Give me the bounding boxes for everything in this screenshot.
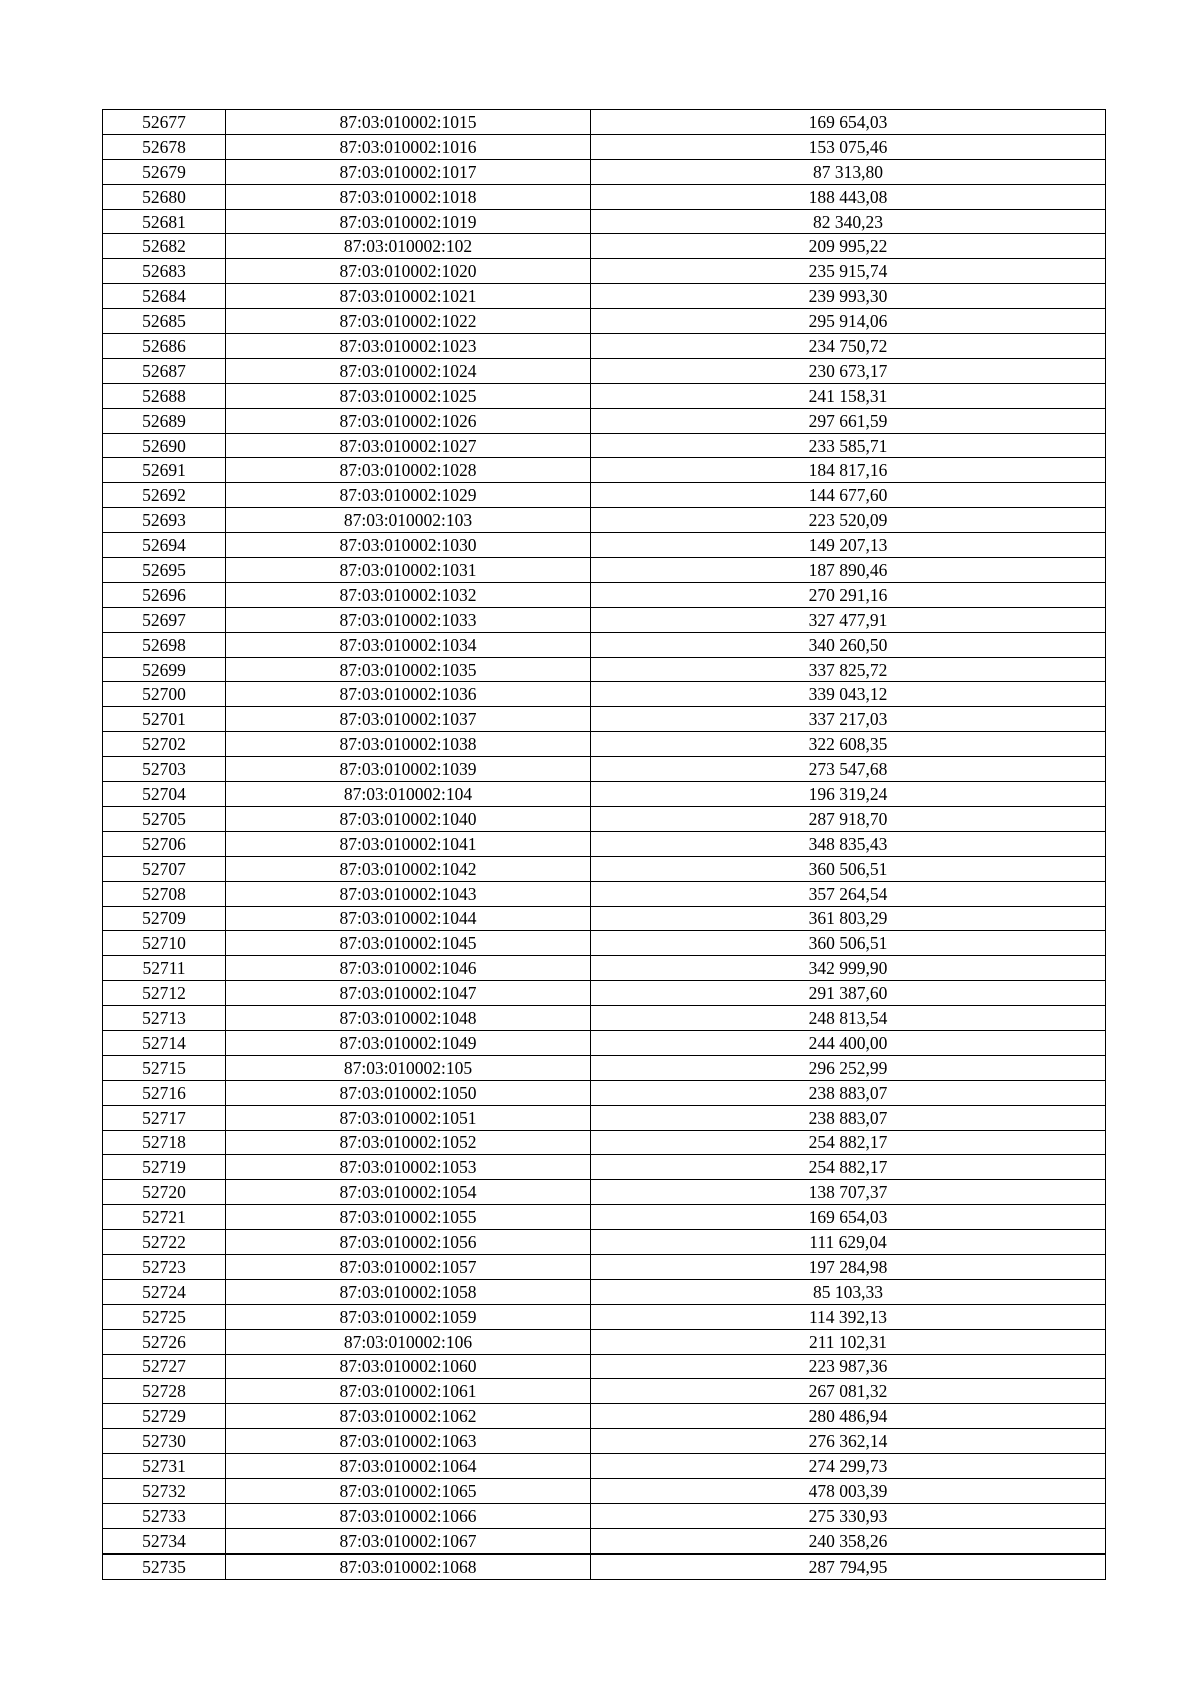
value-cell: 240 358,26 [591,1528,1106,1553]
value-cell: 267 081,32 [591,1379,1106,1404]
cadastral-number-cell: 87:03:010002:1043 [226,881,591,906]
value-cell: 187 890,46 [591,558,1106,583]
table-row [103,1304,1106,1329]
value-cell: 275 330,93 [591,1503,1106,1528]
table-row [103,806,1106,831]
row-number-cell: 52690 [103,433,226,458]
cadastral-number-cell: 87:03:010002:1047 [226,981,591,1006]
value-cell: 270 291,16 [591,582,1106,607]
value-cell: 234 750,72 [591,334,1106,359]
table-row [103,1279,1106,1304]
row-number-cell: 52730 [103,1429,226,1454]
value-cell: 144 677,60 [591,483,1106,508]
cadastral-number-cell: 87:03:010002:1019 [226,209,591,234]
row-number-cell: 52734 [103,1528,226,1553]
value-cell: 223 987,36 [591,1354,1106,1379]
value-cell: 82 340,23 [591,209,1106,234]
cadastral-number-cell: 87:03:010002:1032 [226,582,591,607]
table-row [103,1130,1106,1155]
row-number-cell: 52681 [103,209,226,234]
value-cell: 138 707,37 [591,1180,1106,1205]
table-row [103,383,1106,408]
cadastral-number-cell: 87:03:010002:1034 [226,632,591,657]
cadastral-number-cell: 87:03:010002:103 [226,508,591,533]
table-row [103,657,1106,682]
row-number-cell: 52694 [103,533,226,558]
cadastral-number-cell: 87:03:010002:1060 [226,1354,591,1379]
row-number-cell: 52708 [103,881,226,906]
table-row [103,234,1106,259]
value-cell: 153 075,46 [591,134,1106,159]
value-cell: 273 547,68 [591,757,1106,782]
cadastral-number-cell: 87:03:010002:1053 [226,1155,591,1180]
cadastral-number-cell: 87:03:010002:1063 [226,1429,591,1454]
cadastral-number-cell: 87:03:010002:1051 [226,1105,591,1130]
row-number-cell: 52720 [103,1180,226,1205]
table-row [103,284,1106,309]
row-number-cell: 52687 [103,358,226,383]
value-cell: 149 207,13 [591,533,1106,558]
cadastral-number-cell: 87:03:010002:1021 [226,284,591,309]
value-cell: 238 883,07 [591,1080,1106,1105]
table-row [103,906,1106,931]
row-number-cell: 52701 [103,707,226,732]
cadastral-number-cell: 87:03:010002:1036 [226,682,591,707]
table-row [103,1030,1106,1055]
cadastral-number-cell: 87:03:010002:1033 [226,607,591,632]
row-number-cell: 52719 [103,1155,226,1180]
table-row [103,682,1106,707]
table-row [103,533,1106,558]
value-cell: 296 252,99 [591,1055,1106,1080]
value-cell: 287 794,95 [591,1554,1106,1579]
cadastral-number-cell: 87:03:010002:1064 [226,1454,591,1479]
row-number-cell: 52712 [103,981,226,1006]
table-row [103,134,1106,159]
cadastral-number-cell: 87:03:010002:1058 [226,1279,591,1304]
table-row [103,782,1106,807]
cadastral-number-cell: 87:03:010002:1050 [226,1080,591,1105]
row-number-cell: 52685 [103,309,226,334]
cadastral-number-cell: 87:03:010002:1027 [226,433,591,458]
value-cell: 230 673,17 [591,358,1106,383]
cadastral-number-cell: 87:03:010002:1055 [226,1205,591,1230]
cadastral-number-cell: 87:03:010002:1040 [226,806,591,831]
table-row [103,558,1106,583]
cadastral-number-cell: 87:03:010002:1018 [226,184,591,209]
cadastral-number-cell: 87:03:010002:1048 [226,1006,591,1031]
value-cell: 274 299,73 [591,1454,1106,1479]
value-cell: 114 392,13 [591,1304,1106,1329]
table-row [103,1354,1106,1379]
row-number-cell: 52680 [103,184,226,209]
table-row [103,856,1106,881]
row-number-cell: 52700 [103,682,226,707]
cadastral-number-cell: 87:03:010002:1023 [226,334,591,359]
value-cell: 235 915,74 [591,259,1106,284]
cadastral-number-cell: 87:03:010002:1026 [226,408,591,433]
table-row [103,831,1106,856]
row-number-cell: 52716 [103,1080,226,1105]
row-number-cell: 52688 [103,383,226,408]
table-row [103,607,1106,632]
table-row [103,632,1106,657]
value-cell: 340 260,50 [591,632,1106,657]
cadastral-number-cell: 87:03:010002:1059 [226,1304,591,1329]
table-row [103,1205,1106,1230]
cadastral-number-cell: 87:03:010002:1037 [226,707,591,732]
table-row [103,1155,1106,1180]
table-row [103,358,1106,383]
value-cell: 339 043,12 [591,682,1106,707]
table-row [103,408,1106,433]
value-cell: 337 825,72 [591,657,1106,682]
value-cell: 188 443,08 [591,184,1106,209]
value-cell: 209 995,22 [591,234,1106,259]
cadastral-number-cell: 87:03:010002:104 [226,782,591,807]
row-number-cell: 52714 [103,1030,226,1055]
row-number-cell: 52731 [103,1454,226,1479]
cadastral-number-cell: 87:03:010002:1067 [226,1528,591,1553]
value-cell: 111 629,04 [591,1230,1106,1255]
row-number-cell: 52683 [103,259,226,284]
cadastral-number-cell: 87:03:010002:1030 [226,533,591,558]
row-number-cell: 52691 [103,458,226,483]
value-cell: 295 914,06 [591,309,1106,334]
value-cell: 211 102,31 [591,1329,1106,1354]
row-number-cell: 52735 [103,1554,226,1579]
table-row [103,757,1106,782]
table-row [103,1105,1106,1130]
table-row [103,334,1106,359]
value-cell: 276 362,14 [591,1429,1106,1454]
data-table [102,109,1106,1580]
cadastral-number-cell: 87:03:010002:1035 [226,657,591,682]
table-row [103,1080,1106,1105]
table-row [103,1379,1106,1404]
cadastral-number-cell: 87:03:010002:1054 [226,1180,591,1205]
value-cell: 297 661,59 [591,408,1106,433]
cadastral-number-cell: 87:03:010002:1038 [226,732,591,757]
cadastral-number-cell: 87:03:010002:1029 [226,483,591,508]
row-number-cell: 52705 [103,806,226,831]
value-cell: 85 103,33 [591,1279,1106,1304]
row-number-cell: 52715 [103,1055,226,1080]
value-cell: 248 813,54 [591,1006,1106,1031]
cadastral-number-cell: 87:03:010002:1042 [226,856,591,881]
row-number-cell: 52729 [103,1404,226,1429]
cadastral-number-cell: 87:03:010002:102 [226,234,591,259]
row-number-cell: 52697 [103,607,226,632]
table-row [103,981,1106,1006]
cadastral-number-cell: 87:03:010002:1046 [226,956,591,981]
value-cell: 327 477,91 [591,607,1106,632]
table-row [103,1503,1106,1528]
row-number-cell: 52702 [103,732,226,757]
value-cell: 280 486,94 [591,1404,1106,1429]
cadastral-number-cell: 87:03:010002:1068 [226,1554,591,1579]
cadastral-number-cell: 87:03:010002:1065 [226,1478,591,1503]
table-row [103,458,1106,483]
row-number-cell: 52728 [103,1379,226,1404]
row-number-cell: 52703 [103,757,226,782]
row-number-cell: 52692 [103,483,226,508]
value-cell: 239 993,30 [591,284,1106,309]
row-number-cell: 52717 [103,1105,226,1130]
table-row [103,508,1106,533]
value-cell: 196 319,24 [591,782,1106,807]
cadastral-number-cell: 87:03:010002:1022 [226,309,591,334]
cadastral-number-cell: 87:03:010002:1020 [226,259,591,284]
cadastral-number-cell: 87:03:010002:1024 [226,358,591,383]
value-cell: 291 387,60 [591,981,1106,1006]
table-row [103,1429,1106,1454]
cadastral-number-cell: 87:03:010002:1017 [226,159,591,184]
value-cell: 348 835,43 [591,831,1106,856]
row-number-cell: 52732 [103,1478,226,1503]
value-cell: 238 883,07 [591,1105,1106,1130]
value-cell: 287 918,70 [591,806,1106,831]
value-cell: 169 654,03 [591,110,1106,135]
row-number-cell: 52699 [103,657,226,682]
table-row [103,1554,1106,1579]
cadastral-number-cell: 87:03:010002:106 [226,1329,591,1354]
cadastral-number-cell: 87:03:010002:1015 [226,110,591,135]
table-row [103,732,1106,757]
row-number-cell: 52726 [103,1329,226,1354]
table-row [103,309,1106,334]
value-cell: 197 284,98 [591,1254,1106,1279]
table-row [103,1055,1106,1080]
value-cell: 87 313,80 [591,159,1106,184]
table-row [103,1329,1106,1354]
value-cell: 322 608,35 [591,732,1106,757]
table-row [103,110,1106,135]
row-number-cell: 52707 [103,856,226,881]
cadastral-number-cell: 87:03:010002:1057 [226,1254,591,1279]
row-number-cell: 52727 [103,1354,226,1379]
table-row [103,159,1106,184]
table-row [103,1180,1106,1205]
row-number-cell: 52693 [103,508,226,533]
cadastral-number-cell: 87:03:010002:1061 [226,1379,591,1404]
value-cell: 223 520,09 [591,508,1106,533]
table-row [103,881,1106,906]
cadastral-number-cell: 87:03:010002:1049 [226,1030,591,1055]
cadastral-number-cell: 87:03:010002:1062 [226,1404,591,1429]
row-number-cell: 52725 [103,1304,226,1329]
cadastral-number-cell: 87:03:010002:1066 [226,1503,591,1528]
table-row [103,184,1106,209]
table-row [103,209,1106,234]
value-cell: 361 803,29 [591,906,1106,931]
cadastral-number-cell: 87:03:010002:1031 [226,558,591,583]
row-number-cell: 52696 [103,582,226,607]
row-number-cell: 52684 [103,284,226,309]
row-number-cell: 52695 [103,558,226,583]
row-number-cell: 52718 [103,1130,226,1155]
row-number-cell: 52686 [103,334,226,359]
cadastral-number-cell: 87:03:010002:1025 [226,383,591,408]
cadastral-number-cell: 87:03:010002:1039 [226,757,591,782]
cadastral-number-cell: 87:03:010002:1028 [226,458,591,483]
row-number-cell: 52713 [103,1006,226,1031]
row-number-cell: 52677 [103,110,226,135]
value-cell: 169 654,03 [591,1205,1106,1230]
row-number-cell: 52689 [103,408,226,433]
cadastral-number-cell: 87:03:010002:1045 [226,931,591,956]
row-number-cell: 52710 [103,931,226,956]
table-body [103,110,1106,1580]
value-cell: 360 506,51 [591,856,1106,881]
row-number-cell: 52709 [103,906,226,931]
row-number-cell: 52721 [103,1205,226,1230]
table-row [103,707,1106,732]
value-cell: 254 882,17 [591,1155,1106,1180]
table-row [103,1528,1106,1553]
table-row [103,582,1106,607]
value-cell: 184 817,16 [591,458,1106,483]
row-number-cell: 52682 [103,234,226,259]
value-cell: 357 264,54 [591,881,1106,906]
table-row [103,931,1106,956]
cadastral-number-cell: 87:03:010002:1044 [226,906,591,931]
cadastral-number-cell: 87:03:010002:105 [226,1055,591,1080]
cadastral-number-cell: 87:03:010002:1056 [226,1230,591,1255]
table-row [103,1478,1106,1503]
row-number-cell: 52679 [103,159,226,184]
table-row [103,1404,1106,1429]
table-row [103,433,1106,458]
table-row [103,1254,1106,1279]
value-cell: 241 158,31 [591,383,1106,408]
cadastral-number-cell: 87:03:010002:1052 [226,1130,591,1155]
row-number-cell: 52698 [103,632,226,657]
row-number-cell: 52724 [103,1279,226,1304]
table-row [103,259,1106,284]
value-cell: 337 217,03 [591,707,1106,732]
table-row [103,956,1106,981]
table-row [103,1454,1106,1479]
value-cell: 478 003,39 [591,1478,1106,1503]
value-cell: 244 400,00 [591,1030,1106,1055]
value-cell: 360 506,51 [591,931,1106,956]
table-row [103,483,1106,508]
row-number-cell: 52722 [103,1230,226,1255]
cadastral-number-cell: 87:03:010002:1016 [226,134,591,159]
cadastral-number-cell: 87:03:010002:1041 [226,831,591,856]
row-number-cell: 52706 [103,831,226,856]
value-cell: 342 999,90 [591,956,1106,981]
row-number-cell: 52678 [103,134,226,159]
table-row [103,1006,1106,1031]
row-number-cell: 52723 [103,1254,226,1279]
row-number-cell: 52704 [103,782,226,807]
value-cell: 233 585,71 [591,433,1106,458]
row-number-cell: 52711 [103,956,226,981]
row-number-cell: 52733 [103,1503,226,1528]
value-cell: 254 882,17 [591,1130,1106,1155]
table-row [103,1230,1106,1255]
